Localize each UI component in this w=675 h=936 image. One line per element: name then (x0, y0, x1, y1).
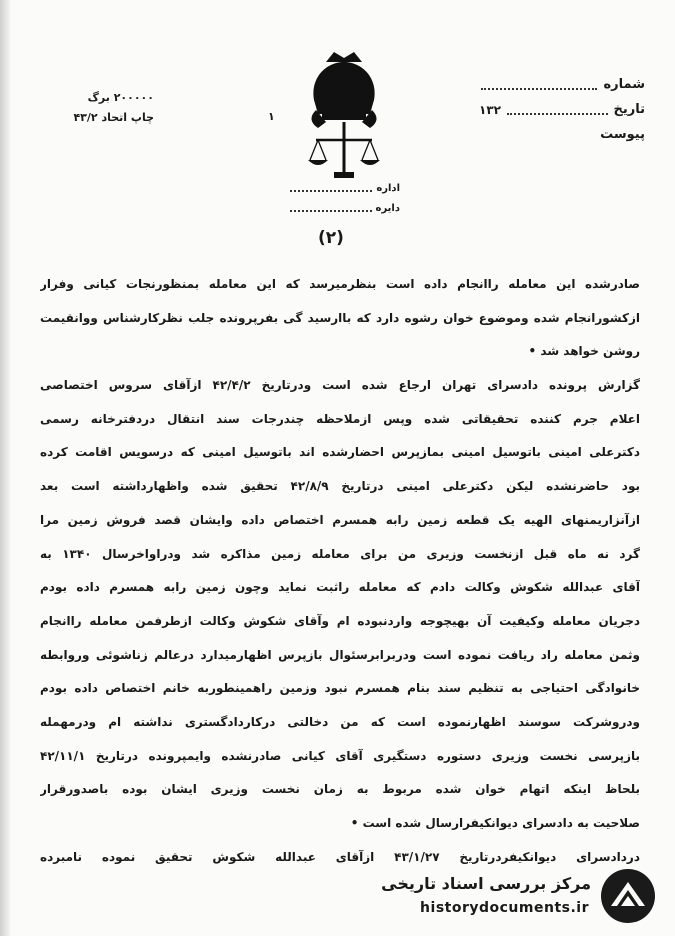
body-line: صادرشده این معامله راانجام داده است بنظرمیرسد که این معامله بمنظورنجات کیانی وفرار (40, 277, 640, 291)
date-year-suffix: ۱۳۲ (479, 102, 501, 117)
body-line: صلاحیت به دادسرای دیوانکیفرارسال شده است • (350, 816, 640, 830)
watermark-org-name: مرکز بررسی اسناد تاریخی (381, 874, 591, 893)
document-body (40, 268, 640, 874)
body-line: اعلام جرم کننده تحقیقاتی شده وپس ازملاحظه چندرجات سند انتقال دردفترخانه رسمی (40, 411, 640, 426)
date-field (475, 97, 645, 122)
attachment-field (475, 122, 645, 147)
body-line: ازکشورانجام شده وموضوع خوان رشوه دارد که باارسید گی بفرپرونده جلب نظرکارشناس ووانقیمت (40, 310, 640, 325)
body-line: بلحاظ اینکه اتهام خوان شده مربوط به زمان نخست وزیری ایشان بوده باصدورقرار (40, 782, 640, 797)
archive-logo-icon (597, 866, 659, 926)
division-dotted-line (290, 204, 372, 212)
body-line: آقای عبدالله شکوش وکالت دادم که معامله راثبت نماید وچون زمین رابه همسرم داده بودم (40, 580, 640, 595)
department-dotted-line (290, 184, 372, 192)
body-line: ازآنزاریمنهای الهیه یک قطعه زمین رابه همسرم اختصاص داده وایشان قصد فروش زمین مرا (40, 512, 640, 527)
page-number: (۲) (318, 228, 344, 248)
number-dotted-line (481, 80, 597, 90)
body-line: گزارش پرونده دادسرای تهران ارجاع شده است ودرتاریخ ۴۲/۴/۲ ازآقای سروس اختصاصی (40, 378, 640, 393)
department-field (290, 178, 400, 198)
body-line: بود حاضرنشده لیکن دکترعلی امینی درتاریخ ۴۲/۸/۹ تحقیق شده واظهارداشته است بعد (40, 479, 640, 494)
watermark-footer (381, 864, 661, 928)
division-label: دایره (375, 202, 400, 214)
office-fields (290, 178, 400, 218)
body-line: وثمن معامله راد ریافت نموده است ودربرابرسئوال بازپرس اظهارمیدارد درعالم زناشوئی وروابطه (40, 647, 640, 662)
body-line: دردادسرای دیوانکیفردرتاریخ ۴۳/۱/۲۷ ازآقای عبدالله شکوش تحقیق نموده نامبرده (40, 849, 640, 864)
date-dotted-line (507, 105, 608, 115)
header-form-fields (475, 72, 645, 147)
body-line: روشن خواهد شد • (528, 344, 640, 359)
body-line: خانوادگی احتیاجی به تنظیم سند بنام همسرم نبود وزمین راهمینطوربه خانم اختصاص داده بودم (40, 681, 640, 696)
division-field (290, 198, 400, 218)
attachment-label: پیوست (600, 127, 645, 142)
department-label: اداره (376, 182, 400, 194)
body-line: دجریان معامله وکیفیت آن بهیچوجه واردنبوده ام وآقای شکوش وکالت ازطرفمن معامله راانجام (40, 613, 640, 628)
watermark-website: historydocuments.ir (420, 900, 589, 916)
number-label: شماره (603, 77, 645, 92)
print-info-line: چاپ اتحاد ۴۳/۲ (73, 111, 154, 124)
body-line: ودروشرکت سوسند اظهارنموده است که من دخالتی درکاردادگستری نداشته ام ودرمهمله (40, 714, 640, 729)
number-field (475, 72, 645, 97)
body-line: بازپرسی نخست وزیری دستوره دستگیری آقای کیانی صادرنشده وایمپرونده درتاریخ ۴۲/۱۱/۱ (40, 748, 640, 763)
date-label: تاریخ (613, 102, 645, 117)
scan-edge-shadow (0, 0, 10, 936)
margin-mark: ۱ (268, 110, 275, 123)
body-line: دکترعلی امینی باتوسیل امینی بمازپرس احضارشده اند باتوسیل امینی که درسویس اقامت کرده (40, 445, 640, 460)
print-info (44, 88, 154, 128)
body-line: گرد نه ماه قبل ازنخست وزیری من برای معامله زمین مذاکره شد ودراواخرسال ۱۳۴۰ به (40, 546, 640, 561)
print-info-line: ۲۰۰۰۰۰ برگ (87, 91, 154, 104)
justice-emblem-icon (296, 48, 392, 188)
